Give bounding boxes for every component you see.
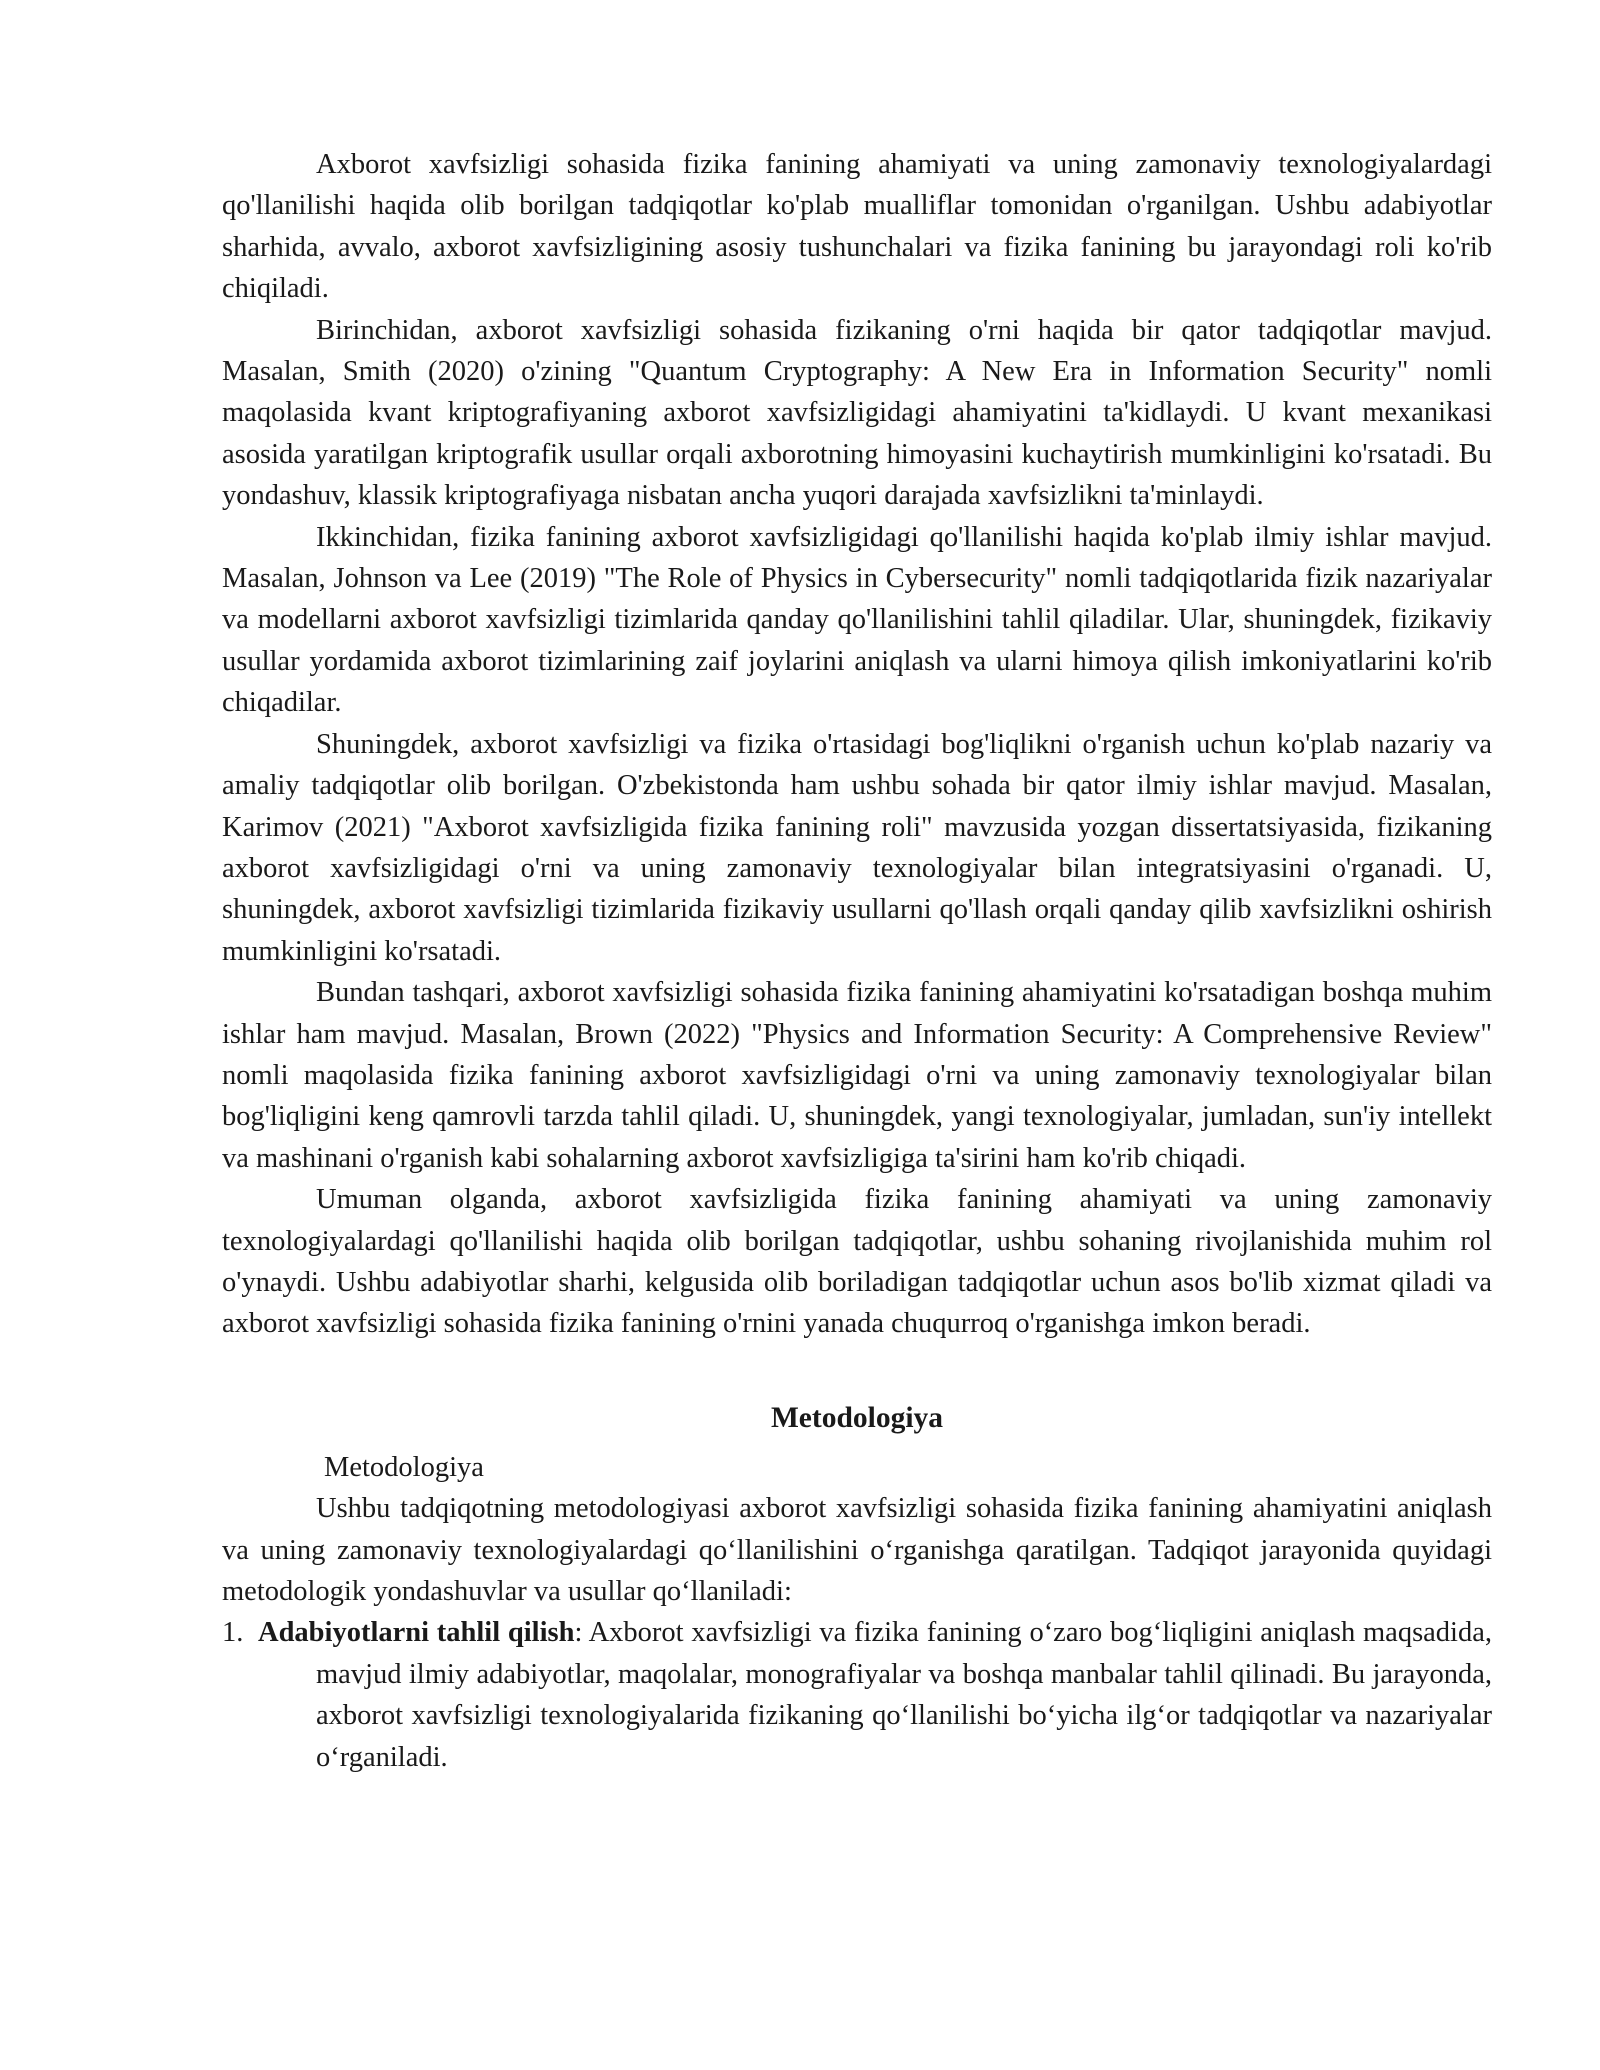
section-heading: Metodologiya (770, 1401, 944, 1434)
methods-list (222, 1612, 1492, 1778)
paragraph: Shuningdek, axborot xavfsizligi va fizika o'rtasidagi bog'liqlikni o'rganish uchun ko'plab nazariy va amaliy tadqiqotlar olib borilgan. O'zbekistonda ham ushbu sohada bir qator ilmiy ishlar mavjud. Masalan, Karimov (2021) "Axborot xavfsizligida fizika fanining roli" mavzusida yozgan dissertatsiyasida, fizikaning axborot xavfsizligidagi o'rni va uning zamonaviy texnologiyalar bilan integratsiyasini o'rganadi. U, shuningdek, axborot xavfsizligi tizimlarida fizikaviy usullarni qo'llash orqali qanday qilib xavfsizlikni oshirish mumkinligini ko'rsatadi. (222, 728, 1492, 967)
list-item-text (258, 1617, 1492, 1773)
list-item (222, 1612, 1492, 1778)
paragraph: Axborot xavfsizligi sohasida fizika fanining ahamiyati va uning zamonaviy texnologiyalardagi qo'llanilishi haqida olib borilgan tadqiqotlar ko'plab mualliflar tomonidan o'rganilgan. Ushbu adabiyotlar sharhida, avvalo, axborot xavfsizligining asosiy tushunchalari va fizika fanining bu jarayondagi roli ko'rib chiqiladi. (222, 149, 1492, 305)
paragraph: Ikkinchidan, fizika fanining axborot xavfsizligidagi qo'llanilishi haqida ko'plab ilmiy ishlar mavjud. Masalan, Johnson va Lee (2019) "The Role of Physics in Cybersecurity" nomli tadqiqotlarida fizik nazariyalar va modellarni axborot xavfsizligi tizimlarida qanday qo'llanilishini tahlil qiladilar. Ular, shuningdek, fizikaviy usullar yordamida axborot tizimlarining zaif joylarini aniqlash va ularni himoya qilish imkoniyatlarini ko'rib chiqadilar. (222, 521, 1492, 719)
section-intro: Ushbu tadqiqotning metodologiyasi axborot xavfsizligi sohasida fizika fanining ahamiyatini aniqlash va uning zamonaviy texnologiyalardagi qo‘llanilishini o‘rganishga qaratilgan. Tadqiqot jarayonida quyidagi metodologik yondashuvlar va usullar qo‘llaniladi: (222, 1493, 1492, 1607)
document-page (222, 144, 1492, 1778)
section-subtitle: Metodologiya (324, 1451, 484, 1483)
paragraph: Bundan tashqari, axborot xavfsizligi sohasida fizika fanining ahamiyatini ko'rsatadigan boshqa muhim ishlar ham mavjud. Masalan, Brown (2022) "Physics and Information Security: A Comprehensive Review" nomli maqolasida fizika fanining axborot xavfsizligidagi o'rni va uning zamonaviy texnologiyalar bilan bog'liqligini keng qamrovli tarzda tahlil qiladi. U, shuningdek, yangi texnologiyalar, jumladan, sun'iy intellekt va mashinani o'rganish kabi sohalarning axborot xavfsizligiga ta'sirini ham ko'rib chiqadi. (222, 977, 1492, 1174)
list-number: 1. (222, 1617, 244, 1649)
list-item-body: : Axborot xavfsizligi va fizika fanining o‘zaro bog‘liqligini aniqlash maqsadida, mavjud ilmiy adabiyotlar, maqolalar, monografiyalar va boshqa manbalar tahlil qilinadi. Bu jarayonda, axborot xavfsizligi texnologiyalarida fizikaning qo‘llanilishi bo‘yicha ilg‘or tadqiqotlar va nazariyalar o‘rganiladi. (316, 1617, 1492, 1773)
list-item-lead: Adabiyotlarni tahlil qilish (258, 1617, 575, 1649)
paragraph: Birinchidan, axborot xavfsizligi sohasida fizikaning o'rni haqida bir qator tadqiqotlar mavjud. Masalan, Smith (2020) o'zining "Quantum Cryptography: A New Era in Information Security" nomli maqolasida kvant kriptografiyaning axborot xavfsizligidagi ahamiyatini ta'kidlaydi. U kvant mexanikasi asosida yaratilgan kriptografik usullar orqali axborotning himoyasini kuchaytirish mumkinligini ko'rsatadi. Bu yondashuv, klassik kriptografiyaga nisbatan ancha yuqori darajada xavfsizlikni ta'minlaydi. (222, 314, 1492, 512)
paragraph: Umuman olganda, axborot xavfsizligida fizika fanining ahamiyati va uning zamonaviy texnologiyalardagi qo'llanilishi haqida olib borilgan tadqiqotlar, ushbu sohaning rivojlanishida muhim rol o'ynaydi. Ushbu adabiyotlar sharhi, kelgusida olib boriladigan tadqiqotlar uchun asos bo'lib xizmat qiladi va axborot xavfsizligi sohasida fizika fanining o'rnini yanada chuqurroq o'rganishga imkon beradi. (222, 1184, 1492, 1340)
